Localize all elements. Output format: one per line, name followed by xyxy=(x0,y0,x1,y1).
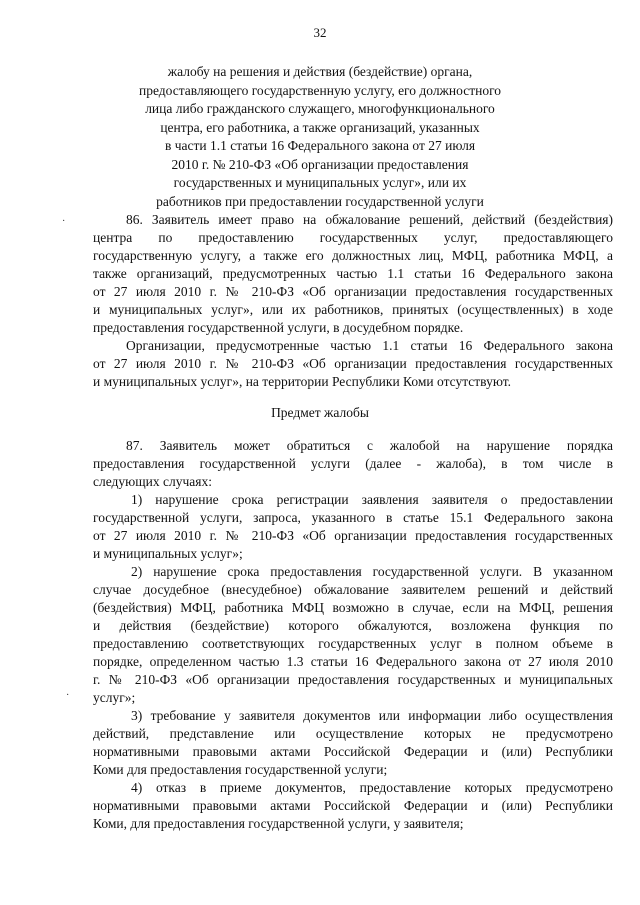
text-line: и действия (бездействие) которого обжалуются, возложена функция по xyxy=(93,618,613,633)
heading-line: предоставляющего государственную услугу, его должностного xyxy=(138,82,502,98)
text-line: 2) нарушение срока предоставления государственной услуги. В указанном xyxy=(131,564,613,579)
heading-line: работников при предоставлении государственной услуги xyxy=(156,193,484,209)
text-line: предоставлению соответствующих государственных услуг в полном объеме в xyxy=(93,636,613,651)
heading-line: в части 1.1 статьи 16 Федерального закона от 27 июля xyxy=(164,138,476,153)
text-line: центра по предоставлению государственных услуг, предоставляющего xyxy=(93,230,613,245)
text-line: государственной услуги, запроса, указанного в статье 15.1 Федерального закона xyxy=(93,510,613,525)
text-line: случае досудебное (внесудебное) обжалование заявителем решений и действий xyxy=(93,582,613,597)
text-line: 87. Заявитель может обратиться с жалобой на нарушение порядка xyxy=(126,438,613,453)
text-line: государственную услугу, а также его должностных лиц, МФЦ, работника МФЦ, а xyxy=(93,248,613,263)
heading-line: жалобу на решения и действия (бездействие) органа, xyxy=(167,64,473,79)
text-line: 1) нарушение срока регистрации заявления заявителя о предоставлении xyxy=(131,492,613,507)
text-line: Организации, предусмотренные частью 1.1 статьи 16 Федерального закона xyxy=(126,338,613,353)
page-number: 32 xyxy=(313,25,327,40)
text-line: г. № 210-ФЗ «Об организации предоставления государственных и муниципальных xyxy=(93,672,613,687)
text-line: от 27 июля 2010 г. № 210-ФЗ «Об организации предоставления государственных xyxy=(93,528,613,543)
scan-mark: · xyxy=(62,216,66,227)
text-line: 86. Заявитель имеет право на обжалование решений, действий (бездействия) xyxy=(126,212,613,227)
section-heading xyxy=(0,63,640,211)
text-line: и муниципальных услуг», или их работников, принятых (осуществленных) в ходе xyxy=(93,302,613,317)
text-line: от 27 июля 2010 г. № 210-ФЗ «Об организации предоставления государственных xyxy=(93,284,613,299)
text-line: нормативными правовыми актами Российской Федерации и (или) Республики xyxy=(93,798,613,813)
text-line: и муниципальных услуг», на территории Республики Коми отсутствуют. xyxy=(93,374,512,389)
text-line: 4) отказ в приеме документов, предоставление которых предусмотрено xyxy=(131,780,613,795)
text-line: предоставления государственной услуги, в досудебном порядке. xyxy=(93,320,464,335)
text-line: от 27 июля 2010 г. № 210-ФЗ «Об организации предоставления государственных xyxy=(93,356,613,371)
heading-line: 2010 г. № 210-ФЗ «Об организации предоставления xyxy=(171,156,469,172)
text-line: и муниципальных услуг»; xyxy=(93,546,243,561)
text-line: предоставления государственной услуги (далее - жалоба), в том числе в xyxy=(93,456,613,471)
text-line: 3) требование у заявителя документов или информации либо осуществления xyxy=(131,708,613,723)
heading-line: центра, его работника, а также организаций, указанных xyxy=(160,119,480,135)
subsection-heading: Предмет жалобы xyxy=(271,405,369,420)
text-line: нормативными правовыми актами Российской Федерации и (или) Республики xyxy=(93,744,613,759)
text-line: порядке, определенном частью 1.3 статьи 16 Федерального закона от 27 июля 2010 xyxy=(93,654,613,669)
text-line: следующих случаях: xyxy=(93,474,212,489)
heading-line: лица либо гражданского служащего, многофункционального xyxy=(145,101,495,116)
heading-line: государственных и муниципальных услуг», или их xyxy=(173,175,467,190)
text-line: услуг»; xyxy=(93,690,136,705)
text-line: Коми, для предоставления государственной услуги, у заявителя; xyxy=(93,816,464,831)
text-line: также организаций, предусмотренных частью 1.1 статьи 16 Федерального закона xyxy=(93,266,613,281)
paragraph-87 xyxy=(93,437,613,833)
text-line: (бездействия) МФЦ, работника МФЦ возможно в случае, если на МФЦ, решения xyxy=(93,600,613,615)
paragraph-86 xyxy=(93,211,613,391)
text-line: действий, представление или осуществление которых не предусмотрено xyxy=(93,726,613,741)
scan-mark: · xyxy=(66,690,70,701)
text-line: Коми для предоставления государственной услуги; xyxy=(93,762,388,777)
